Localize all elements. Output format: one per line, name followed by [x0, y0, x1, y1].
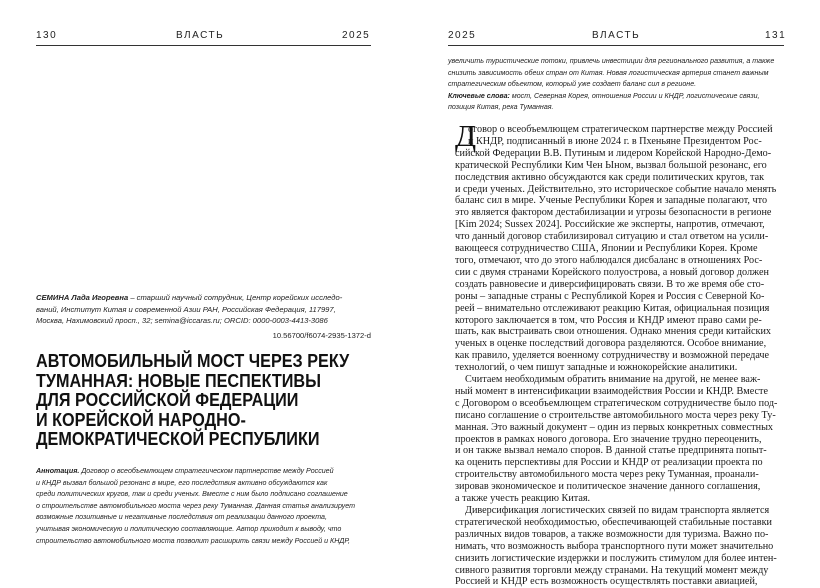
- abstract-line: среди политических кругов, так и среди ученых. Вместе с ним было подписано соглашение: [36, 490, 348, 499]
- body-line: писано соглашение о строительстве автомобильного моста через реку Ту-: [455, 409, 776, 421]
- header-rule-right: [448, 45, 784, 46]
- body-line: и КНДР, подписанный в июне 2024 г. в Пхеньяне Президентом Рос-: [468, 135, 762, 147]
- running-head-year-right: 2025: [448, 30, 477, 41]
- page-number-left: 130: [36, 30, 58, 41]
- doi: 10.56700/f6074-2935-1372-d: [272, 331, 371, 340]
- body-line: сивного развития торговли между странами. На текущий момент между: [455, 564, 769, 576]
- body-line: [Kim 2024; Sussex 2024]. Российские же эксперты, напротив, отмечают,: [455, 219, 765, 231]
- body-line: и среди ученых. Действительно, это историческое событие начало менять: [455, 183, 777, 195]
- keywords-line: позиция Китая, река Туманная.: [448, 103, 554, 112]
- running-head-year-left: 2025: [342, 30, 371, 41]
- running-head-journal-right: ВЛАСТЬ: [592, 30, 641, 41]
- body-line: снизить логистические издержки и послужить стимулом для более интен-: [455, 552, 777, 564]
- title-line: И КОРЕЙСКОЙ НАРОДНО-: [36, 409, 246, 430]
- right-page: [410, 0, 820, 588]
- body-line: строительству автомобильного моста через реку Туманная, проанали-: [455, 469, 759, 481]
- body-line: как правило, уделяется военному сотрудничеству и возможной передаче: [455, 350, 770, 362]
- article-title: [36, 352, 371, 450]
- abstract-line: возможные позитивные и негативные последствия от реализации данного проекта,: [36, 513, 327, 522]
- body-line: реей – внимательно отслеживают реакцию Китая, официальная позиция: [455, 302, 770, 314]
- body-text: [455, 124, 793, 588]
- body-line: оговор о всеобъемлющем стратегическом партнерстве между Россией: [468, 124, 773, 135]
- abstract-line: стратегическим объектом, который уже создает баланс сил в регионе.: [448, 80, 697, 89]
- title-line: ТУМАННАЯ: НОВЫЕ ПЕСПЕКТИВЫ: [36, 370, 321, 391]
- body-line: вающееся сотрудничество США, Японии и Республики Корея. Кроме: [455, 243, 758, 255]
- body-line: различных видов товаров, а также возможности для туризма. Важно по-: [455, 528, 769, 540]
- body-line: баланс сил в мире. Ученые Республики Корея и западные полагают, что: [455, 195, 768, 207]
- body-line: создать равновесие и диверсифицировать связи. В то же время обе сто-: [455, 278, 765, 290]
- author-line-3: Москва, Нахимовский просп., 32; semina@iccaras.ru; ORCID: 0000-0003-4413-3086: [36, 316, 328, 325]
- author-name: СЕМИНА Лада Игоревна: [36, 293, 129, 302]
- abstract-line: строительство автомобильного моста позволит расширить связи между Россией и КНДР,: [36, 536, 350, 545]
- body-line: с Договором о всеобъемлющем стратегическом сотрудничестве было под-: [455, 397, 778, 409]
- body-line: сийской Федерации В.В. Путиным и лидером Корейской Народно-Демо-: [455, 147, 772, 159]
- drop-cap: Д: [455, 118, 477, 153]
- abstract-line: о строительстве автомобильного моста через реку Туманная. Данная статья анализирует: [36, 501, 355, 510]
- author-info: [36, 292, 371, 327]
- body-line: ка оценить перспективы для России и КНДР от реализации проекта по: [455, 457, 763, 469]
- body-line: Считаем необходимым обратить внимание на другой, не менее важ-: [465, 374, 761, 386]
- body-line: кратической Республики Ким Чен Ыном, вызвал большой резонанс, его: [455, 159, 767, 171]
- body-line: проектов в рамках нового договора. Его значение трудно переоценить,: [455, 433, 762, 445]
- page-number-right: 131: [765, 30, 787, 41]
- left-page: [0, 0, 410, 582]
- abstract-line: снизить зависимость обеих стран от Китая. Новая логистическая артерия станет важным: [448, 68, 769, 77]
- body-line: последствия активно обсуждаются как среди политических кругов, так: [455, 171, 765, 183]
- body-line: зировав экономическое и политическое значение данного соглашения,: [455, 481, 761, 493]
- body-line: что данный договор стабилизировал ситуацию и стал ответом на усили-: [455, 231, 769, 243]
- body-line: технологий, о чем пишут западные и южнокорейские аналитики.: [455, 362, 738, 374]
- title-line: АВТОМОБИЛЬНЫЙ МОСТ ЧЕРЕЗ РЕКУ: [36, 351, 350, 371]
- title-line: ДЛЯ РОССИЙСКОЙ ФЕДЕРАЦИИ: [36, 390, 299, 410]
- abstract-line: учитывая экономическую и политическую составляющие. Автор приходит к выводу, что: [36, 524, 342, 533]
- abstract-label: Аннотация.: [36, 467, 80, 475]
- author-line-2: ваний, Институт Китая и современной Азии РАН, Российская Федерация, 117997,: [36, 304, 336, 314]
- body-line: шать, как выстраивать свои отношения. Однако мнения среди китайских: [455, 326, 772, 338]
- running-head-journal-left: ВЛАСТЬ: [176, 30, 225, 41]
- abstract-line: Аннотация. Договор о всеобъемлющем стратегическом партнерстве между Россией: [36, 467, 334, 475]
- body-line: ученых в оценке последствий договора разделяются. Особое внимание,: [455, 338, 767, 350]
- body-line: которого заключается в том, что Россия и КНДР имеют право сами ре-: [455, 314, 762, 326]
- body-line: и он также вызвал немало споров. В данной статье предпринята попыт-: [455, 445, 767, 457]
- body-line: роны – западные страны с Республикой Корея и Россия с Северной Ко-: [455, 290, 765, 302]
- body-line: ный момент в интенсификации взаимодействия России и КНДР. Вместе: [455, 385, 769, 397]
- body-line: а также учесть реакцию Китая.: [455, 493, 591, 505]
- header-rule-left: [36, 45, 371, 46]
- title-line: ДЕМОКРАТИЧЕСКОЙ РЕСПУБЛИКИ: [36, 429, 320, 449]
- body-line: того, отмечают, что до этого наблюдался дисбаланс в отношениях Рос-: [455, 254, 763, 266]
- body-line: это является фактором дестабилизации и угрозы безопасности в регионе: [455, 207, 772, 219]
- body-line: сии с двумя странами Корейского полуострова, а новый договор должен: [455, 266, 769, 278]
- keywords-line: Ключевые слова: мост, Северная Корея, отношения России и КНДР, логистические связи,: [448, 91, 760, 100]
- abstract-line: увеличить туристические потоки, привлечь инвестиции для регионального развития, а также: [448, 57, 775, 65]
- body-line: манная. Это важный документ – один из первых конкретных совместных: [455, 421, 774, 433]
- body-line: Диверсификация логистических связей по видам транспорта является: [465, 505, 770, 516]
- body-line: стратегической необходимостью, обеспечивающей стабильные поставки: [455, 516, 773, 528]
- abstract-line: и КНДР вызвал большой резонанс в мире, его последствия активно обсуждаются как: [36, 478, 328, 487]
- keywords-label: Ключевые слова:: [448, 91, 510, 100]
- author-line-1: СЕМИНА Лада Игоревна – старший научный сотрудник, Центр корейских исследо-: [36, 293, 343, 302]
- abstract-continuation: [448, 56, 788, 114]
- abstract: [36, 466, 371, 547]
- body-line: нимать, что возможность выбора транспортного пути может значительно: [455, 540, 774, 552]
- body-line: Россией и КНДР есть возможность осуществлять поставки авиацией,: [455, 576, 758, 588]
